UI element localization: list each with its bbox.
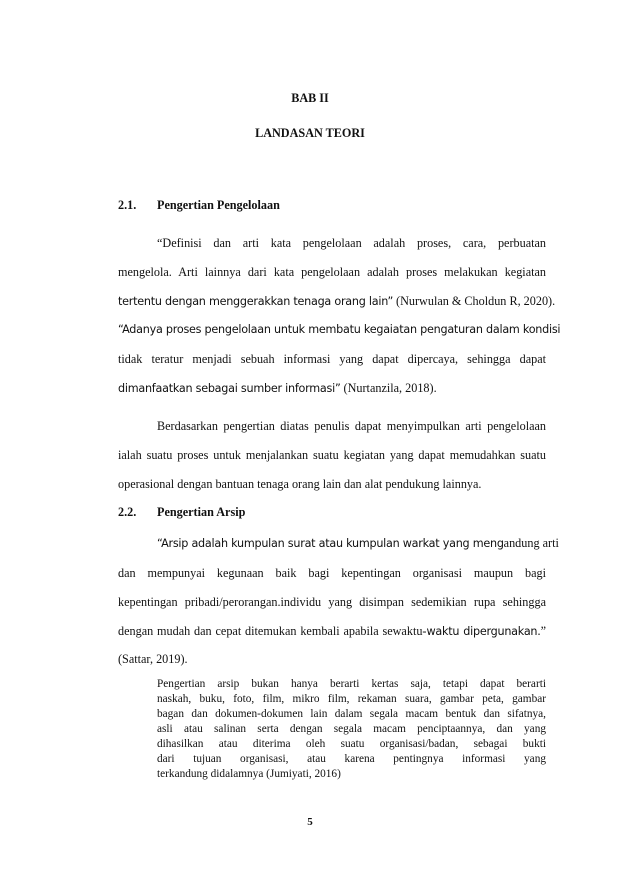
paragraph-line: “Adanya proses pengelolaan untuk membatu kegaiatan pengaturan dalam kondisi [118,323,561,336]
block-quote-line: Pengertian arsip bukan hanya berarti kertas saja, tetapi dapat berarti [157,678,546,690]
paragraph-line: (Sattar, 2019). [118,652,188,666]
paragraph-text: dengan mudah dan cepat ditemukan kembali apabila sewaktu- [118,624,427,638]
section-title-2-1: Pengertian Pengelolaan [157,198,280,212]
quoted-text: tertentu dengan menggerakkan tenaga orang lain” [118,295,393,308]
quoted-text: dimanfaatkan sebagai sumber informasi” [118,382,341,395]
block-quote-line: naskah, buku, foto, film, mikro film, rekaman suara, gambar peta, gambar [157,693,546,705]
page-number: 5 [307,816,313,828]
paragraph-line: “Definisi dan arti kata pengelolaan adalah proses, cara, perbuatan [157,236,546,250]
paragraph-line: dan mempunyai kegunaan baik bagi kepentingan organisasi maupun bagi [118,566,546,580]
chapter-title: LANDASAN TEORI [255,126,365,140]
citation: (Nurwulan & Choldun R, 2020). [393,294,556,308]
paragraph-line: Berdasarkan pengertian diatas penulis dapat menyimpulkan arti pengelolaan [157,419,546,433]
chapter-label: BAB II [291,91,329,105]
paragraph-line: ialah suatu proses untuk menjalankan suatu kegiatan yang dapat memudahkan suatu [118,448,546,462]
paragraph-line [157,536,559,551]
section-number-2-2: 2.2. [118,505,137,519]
section-title-2-2: Pengertian Arsip [157,505,246,519]
closing-quote: ” [540,624,546,638]
paragraph-line [118,624,546,639]
section-number-2-1: 2.1. [118,198,137,212]
block-quote-line: dihasilkan atau diterima oleh suatu organisasi/badan, sebagai bukti [157,738,546,750]
paragraph-text: andung arti [503,536,559,550]
block-quote-line: asli atau salinan serta dengan segala macam penciptaannya, dan yang [157,723,546,735]
citation: (Nurtanzila, 2018). [340,381,437,395]
paragraph-line: kepentingan pribadi/perorangan.individu yang disimpan sedemikian rupa sehingga [118,595,546,609]
paragraph-line: mengelola. Arti lainnya dari kata pengelolaan adalah proses melakukan kegiatan [118,265,546,279]
paragraph-line [118,381,546,396]
quoted-text: waktu dipergunakan. [426,625,541,638]
block-quote-line: terkandung didalamnya (Jumiyati, 2016) [157,768,341,780]
paragraph-line: tidak teratur menjadi sebuah informasi yang dapat dipercaya, sehingga dapat [118,352,546,366]
quoted-text: “Arsip adalah kumpulan surat atau kumpulan warkat yang meng [157,537,504,550]
block-quote-line: bagan dan dokumen-dokumen lain dalam segala macam bentuk dan sifatnya, [157,708,546,720]
block-quote-line: dari tujuan organisasi, atau karena pentingnya informasi yang [157,753,546,765]
paragraph-line [118,294,556,309]
paragraph-line: operasional dengan bantuan tenaga orang lain dan alat pendukung lainnya. [118,477,482,491]
